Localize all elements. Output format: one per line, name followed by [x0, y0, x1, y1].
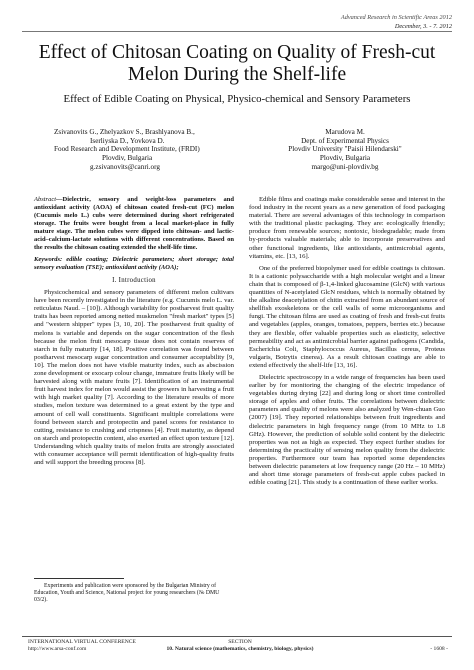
- section-heading-introduction: I. Introduction: [112, 277, 156, 284]
- footnote-rule: [34, 578, 124, 579]
- abstract-label: Abstract: [34, 196, 57, 203]
- paper-subtitle: Effect of Edible Coating on Physical, Physico-chemical and Sensory Parameters: [63, 93, 411, 105]
- author-email-right[interactable]: margo@uni-plovdiv.bg: [311, 162, 379, 171]
- page-number: - 1608 -: [430, 645, 448, 652]
- footer-rule: [22, 636, 452, 637]
- footnote: Experiments and publication were sponsored by the Bulgarian Ministry of Education, Youth and Science, National project for young researchers (№ DMU 03/2).: [34, 583, 220, 604]
- footer-section-label: SECTION: [228, 639, 252, 645]
- footer-section-name: 10. Natural science (mathematics, chemistry, biology, physics): [166, 645, 314, 652]
- header-date: December, 3. - 7. 2012: [394, 22, 452, 30]
- paragraph-edible-films: Edible films and coatings make considerable sense and interest in the food industry in the recent years as a new generation of food packaging material. There are several advantages of this technology in comparison with the traditional plastic packaging. They are: ecologically friendly; produce from renewable sources; nontoxic, biodegradable; made from by-products valuable materials; able to incorporate preservatives and other functional ingredients, like antioxidants, antimicrobial agents, vitamins, etc. [13, 16].: [249, 196, 445, 260]
- institution-city: Plovdiv, Bulgaria: [102, 154, 153, 163]
- header-conference: Advanced Research in Scientific Areas 2012: [340, 14, 452, 21]
- university-city: Plovdiv, Bulgaria: [319, 154, 371, 163]
- author-names: Zsivanovits G., Zhelyazkov S., Brashlyanova B.,: [54, 128, 195, 136]
- abstract-text: —Dielectric, sensory and weight-loss parameters and antioxidant activity (AOA) of chitosan coated fresh-cut (FC) melon (Cucumis melo L.) cubs were determined during short refrigerated storage. The fruits were bought from a local market-place in fully mature stage. The melon cubes were dipped into chitosan- and lactic-acid–calcium-lactate solutions with different concentrations. Based on the results the chitosan coating extended the shelf-life time.: [34, 196, 234, 251]
- footer-page: [430, 639, 448, 653]
- institution: Food Research and Development Institute, (FRDI): [54, 145, 200, 154]
- author-names-2: Iserliyska D., Yovkova D.: [90, 136, 165, 145]
- footer-url[interactable]: http://www.arsa-conf.com: [28, 645, 87, 652]
- footer-section: [150, 639, 330, 653]
- footer-left: [28, 639, 136, 653]
- left-column: [34, 196, 234, 471]
- department: Dept. of Experimental Physics: [301, 136, 389, 145]
- right-column: [249, 196, 445, 491]
- paragraph-dielectric: Dielectric spectroscopy in a wide range of frequencies has been used earlier by for monitoring the changing of the electric impedance of vegetables during drying [22] and during long or short time controlled storage of apples and other fruits. The correlations between dielectric parameters and quality of melons were also analyzed by Wen-chuan Guo (2007) [19]. They reported relationships between fruit ingredients and dielectric parameters in high frequency range (from 10 MHz to 1.8 GHz). However, the prediction of soluble solid content by the dielectric properties was not as high as expected. They expect further studies for determining the practicality of sensing melon quality from the dielectric properties. Furthermore our team has reported some dependencies between dielectric parameters at low frequency range (20 Hz – 10 MHz) and short time storage parameters of fresh-cut apple cubes packed in edible coating [21]. This study is a continuation of these earlier works.: [249, 373, 445, 487]
- affiliation-left: [54, 128, 200, 172]
- keywords: Keywords: edible coating; Dielectric parameters; short storage; total sensory evaluation (TSE); antioxidant activity (AOA);: [34, 256, 234, 271]
- intro-paragraph: Physicochemical and sensory parameters of different melon cultivars have been recently investigated in the literature (e.g. Cucumis melo L. var. reticulatus Naud. – [10]). Although variability for postharvest fruit quality traits has been reported among netted muskmelon "fresh market" types [5] and "western shipper" types [3, 10, 20]. The postharvest fruit quality of melons is variable and depends on the sugar concentration of the flesh because the melon fruit mesocarp tissue does not contain reserves of starch in fully maturity [14, 18]. Positive correlation was found between postharvest mesocarp sugar concentration and consumer acceptability [9, 10]. The melon does not have visible maturity index, such as abscission zone development or exocarp colour change, immature fruits likely will be harvested along with mature fruits [7]. Identification of an instrumental fruit harvest index for melon would assist the growers in harvesting a fruit with high market quality [7]. According to the literature results of more studies, melon texture was determined to a great extent by the type and amount of cell wall constituents. Significant multiple correlations were found between starch and protopectin and panel scores for resistance to cutting, resistance to crushing and crispness [4]. Fruit maturity, as depend on starch and protopectin content, also exerted an effect upon texture [12]. Understanding which quality traits of melon fruits are strongly associated with consumer acceptance will permit identification of high-quality fruits and will support the breeding process [8].: [34, 289, 234, 467]
- abstract: [34, 196, 234, 252]
- paper-title: Effect of Chitosan Coating on Quality of Fresh-cut Melon During the Shelf-life: [38, 42, 436, 85]
- affiliation-right: [285, 128, 405, 172]
- university: Plovdiv University "Paisii Hilendarski": [288, 145, 402, 154]
- header-rule: [22, 31, 452, 32]
- paragraph-chitosan: One of the preferred biopolymer used for edible coatings is chitosan. It is a cationic polysaccharide with a high molecular weight and a linear chain that is composed of β-1,4-linked glucosamine (GlcN) with various quantities of N-acetylated GlcN residues, which is normally obtained by the alkaline deacetylation of chitin extracted from an abundant source of shellfish exoskeletons or the cell walls of some microorganisms and fungi. The chitosan films are used as coating of fresh and fresh-cut fruits and vegetables (apples, oranges, tomatoes, peppers, berries etc.) because they are flexible, offer valuable properties such as elasticity, selective permeability and act as antimicrobial barrier against pathogens (Candida, Escherichia Coli, Staphylococcus Aureus, Bacillus cereus, Proteus vulgaris, Botrytis cinerea). As a result chitosan coatings are able to extend effectively the shelf-life [13, 16].: [249, 264, 445, 369]
- running-header: [341, 14, 452, 31]
- author-email[interactable]: g.zsivanovits@canri.org: [90, 162, 160, 171]
- footer-conference: INTERNATIONAL VIRTUAL CONFERENCE: [28, 639, 136, 645]
- author-name: Marudova M.: [325, 128, 365, 136]
